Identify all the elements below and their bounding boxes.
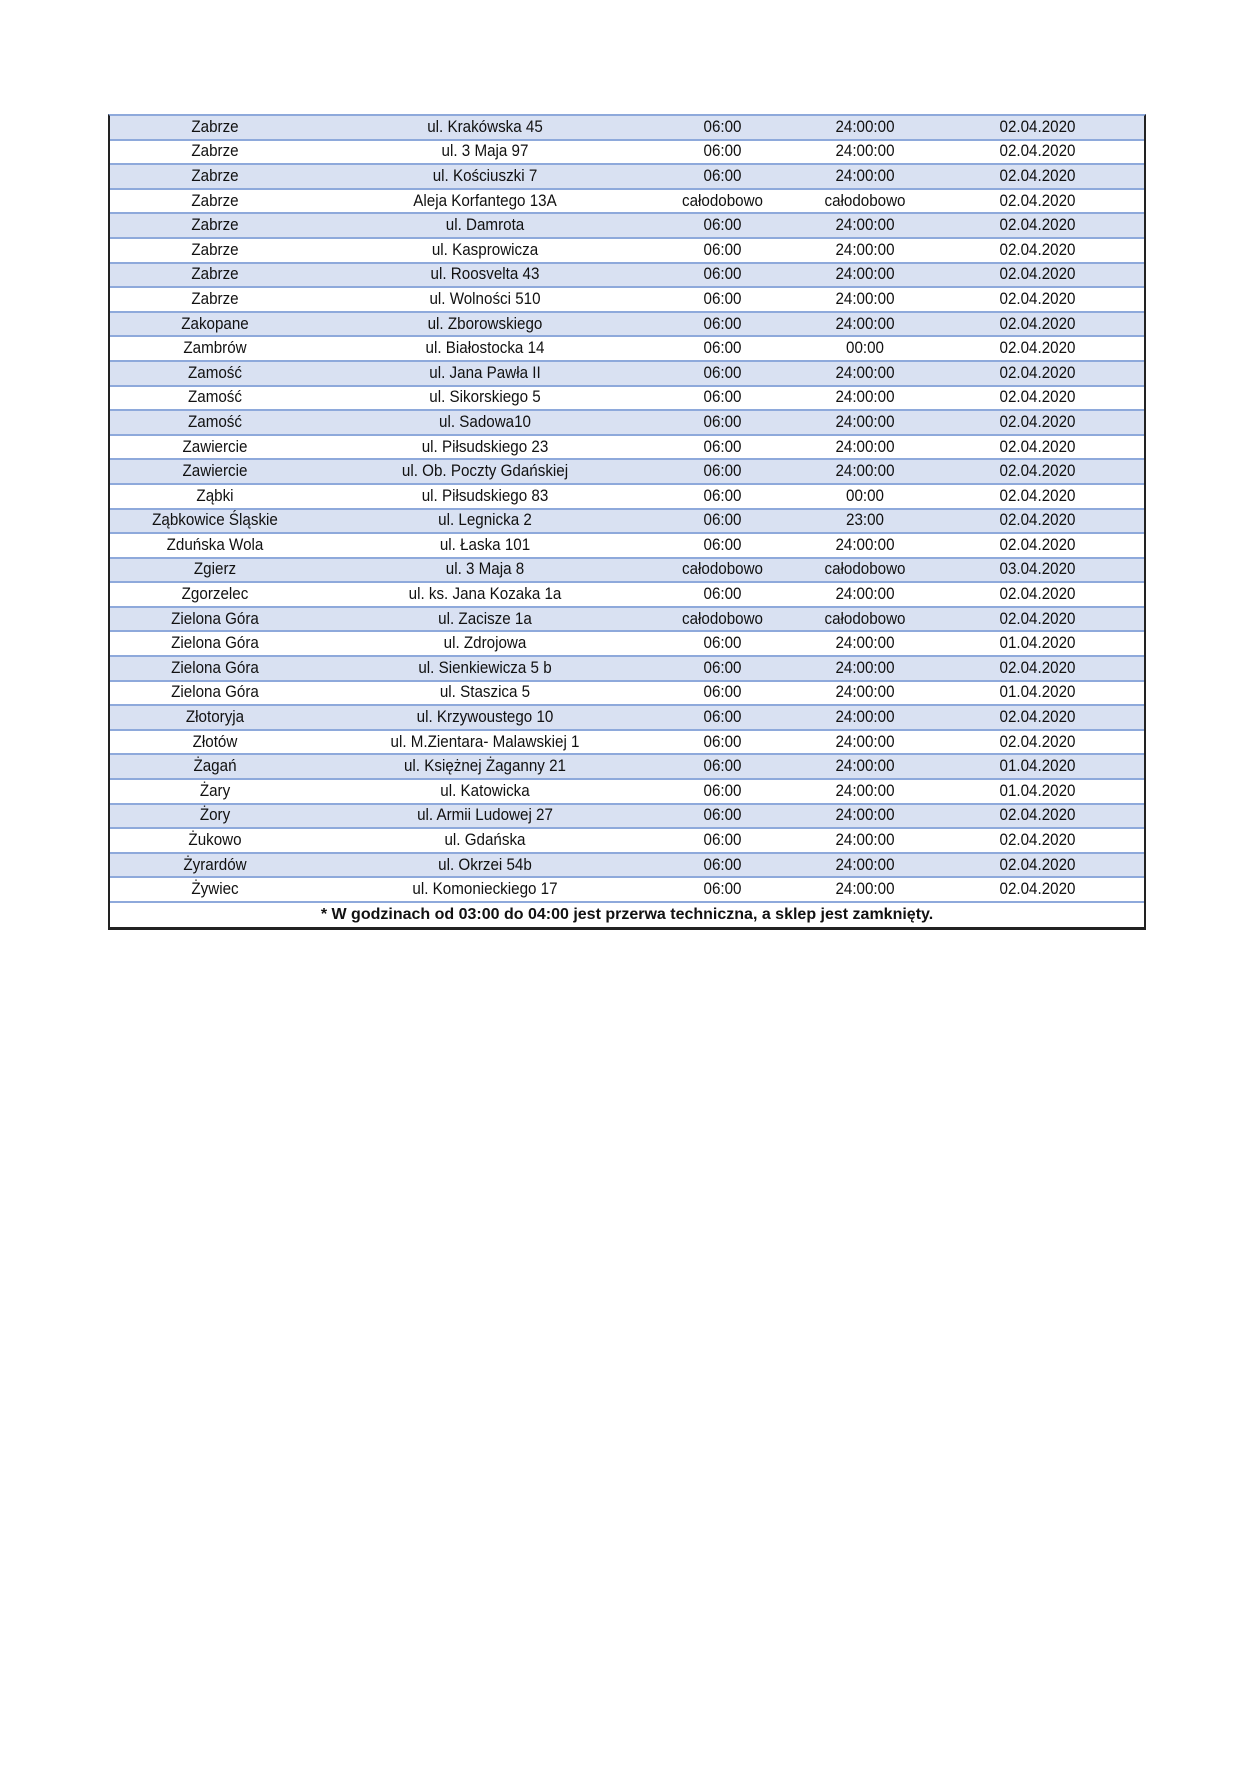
cell-close-time: 24:00:00 <box>835 166 895 185</box>
table-row <box>110 657 1144 682</box>
cell-close-time: 24:00:00 <box>835 634 895 653</box>
cell-address: ul. Komonieckiego 17 <box>412 880 558 899</box>
cell-address: ul. Sikorskiego 5 <box>429 388 541 407</box>
cell-date: 02.04.2020 <box>999 166 1076 185</box>
table-row <box>110 239 1144 264</box>
cell-address: ul. Zdrojowa <box>443 634 527 653</box>
cell-open-time: całodobowo <box>681 609 764 628</box>
cell-city: Żary <box>199 781 231 800</box>
cell-city: Zielona Góra <box>171 658 259 677</box>
cell-date: 02.04.2020 <box>999 585 1076 604</box>
cell-close-time: 24:00:00 <box>835 388 895 407</box>
cell-address: ul. Wolności 510 <box>429 289 541 308</box>
table-row <box>110 190 1144 215</box>
cell-open-time: 06:00 <box>703 511 742 530</box>
cell-date: 02.04.2020 <box>999 117 1076 136</box>
cell-date: 02.04.2020 <box>999 191 1076 210</box>
cell-open-time: 06:00 <box>703 806 742 825</box>
cell-open-time: 06:00 <box>703 388 742 407</box>
cell-address: ul. 3 Maja 8 <box>445 560 525 579</box>
cell-close-time: 24:00:00 <box>835 363 895 382</box>
table-row <box>110 878 1144 903</box>
cell-city: Zabrze <box>191 142 239 161</box>
cell-date: 02.04.2020 <box>999 142 1076 161</box>
cell-open-time: 06:00 <box>703 314 742 333</box>
cell-city: Zgierz <box>193 560 237 579</box>
cell-address: ul. Zacisze 1a <box>438 609 532 628</box>
table-row <box>110 805 1144 830</box>
cell-close-time: 00:00 <box>845 339 884 358</box>
cell-address: ul. M.Zientara- Malawskiej 1 <box>390 732 580 751</box>
cell-close-time: 24:00:00 <box>835 683 895 702</box>
cell-open-time: 06:00 <box>703 781 742 800</box>
cell-close-time: 24:00:00 <box>835 314 895 333</box>
cell-close-time: 24:00:00 <box>835 289 895 308</box>
cell-city: Żyrardów <box>183 855 247 874</box>
table-row <box>110 411 1144 436</box>
cell-close-time: 24:00:00 <box>835 781 895 800</box>
cell-date: 02.04.2020 <box>999 831 1076 850</box>
cell-city: Zabrze <box>191 289 239 308</box>
cell-address: ul. Sienkiewicza 5 b <box>418 658 552 677</box>
cell-city: Zgorzelec <box>181 585 249 604</box>
cell-city: Zduńska Wola <box>166 535 264 554</box>
footnote: * W godzinach od 03:00 do 04:00 jest przerwa techniczna, a sklep jest zamknięty. <box>320 906 934 923</box>
table-row <box>110 731 1144 756</box>
cell-date: 02.04.2020 <box>999 265 1076 284</box>
cell-address: ul. Piłsudskiego 83 <box>421 486 549 505</box>
cell-open-time: 06:00 <box>703 142 742 161</box>
cell-close-time: 24:00:00 <box>835 708 895 727</box>
table-row <box>110 165 1144 190</box>
cell-city: Zabrze <box>191 216 239 235</box>
cell-date: 01.04.2020 <box>999 757 1076 776</box>
cell-date: 01.04.2020 <box>999 634 1076 653</box>
cell-city: Zamość <box>188 412 242 431</box>
table-row <box>110 362 1144 387</box>
cell-address: ul. Damrota <box>445 216 525 235</box>
cell-close-time: 24:00:00 <box>835 535 895 554</box>
cell-city: Zabrze <box>191 240 239 259</box>
cell-close-time: 24:00:00 <box>835 142 895 161</box>
cell-open-time: 06:00 <box>703 658 742 677</box>
cell-address: ul. Jana Pawła II <box>429 363 541 382</box>
cell-date: 02.04.2020 <box>999 412 1076 431</box>
cell-close-time: 24:00:00 <box>835 658 895 677</box>
cell-date: 02.04.2020 <box>999 216 1076 235</box>
cell-close-time: 24:00:00 <box>835 855 895 874</box>
cell-open-time: całodobowo <box>681 191 764 210</box>
cell-date: 02.04.2020 <box>999 658 1076 677</box>
cell-city: Żagań <box>193 757 237 776</box>
table-row <box>110 534 1144 559</box>
table-row <box>110 116 1144 141</box>
cell-date: 02.04.2020 <box>999 462 1076 481</box>
cell-city: Złotów <box>192 732 238 751</box>
table-row <box>110 755 1144 780</box>
cell-address: ul. Białostocka 14 <box>425 339 545 358</box>
cell-address: ul. Łaska 101 <box>439 535 531 554</box>
cell-address: ul. Armii Ludowej 27 <box>417 806 553 825</box>
cell-city: Żukowo <box>188 831 242 850</box>
cell-close-time: 24:00:00 <box>835 240 895 259</box>
cell-date: 02.04.2020 <box>999 289 1076 308</box>
cell-date: 02.04.2020 <box>999 880 1076 899</box>
table-row <box>110 632 1144 657</box>
cell-close-time: 00:00 <box>845 486 884 505</box>
table-row <box>110 829 1144 854</box>
cell-open-time: 06:00 <box>703 117 742 136</box>
cell-city: Zabrze <box>191 265 239 284</box>
cell-open-time: całodobowo <box>681 560 764 579</box>
cell-address: ul. Zborowskiego <box>427 314 543 333</box>
store-hours-table <box>108 114 1146 930</box>
cell-open-time: 06:00 <box>703 462 742 481</box>
cell-close-time: 24:00:00 <box>835 831 895 850</box>
table-row <box>110 510 1144 535</box>
cell-open-time: 06:00 <box>703 166 742 185</box>
cell-open-time: 06:00 <box>703 585 742 604</box>
table-row <box>110 583 1144 608</box>
table-row <box>110 436 1144 461</box>
cell-address: ul. Piłsudskiego 23 <box>421 437 549 456</box>
cell-open-time: 06:00 <box>703 634 742 653</box>
cell-close-time: 24:00:00 <box>835 117 895 136</box>
cell-close-time: całodobowo <box>824 191 906 210</box>
cell-date: 02.04.2020 <box>999 437 1076 456</box>
cell-close-time: całodobowo <box>824 560 906 579</box>
cell-address: ul. Krzywoustego 10 <box>416 708 554 727</box>
cell-city: Ząbkowice Śląskie <box>152 511 278 530</box>
cell-date: 02.04.2020 <box>999 240 1076 259</box>
cell-city: Złotoryja <box>185 708 245 727</box>
table-row <box>110 264 1144 289</box>
cell-address: ul. Gdańska <box>444 831 526 850</box>
cell-date: 02.04.2020 <box>999 855 1076 874</box>
table-row <box>110 313 1144 338</box>
cell-address: ul. Krakówska 45 <box>427 117 543 136</box>
cell-city: Ząbki <box>196 486 234 505</box>
cell-open-time: 06:00 <box>703 535 742 554</box>
table-body <box>110 116 1144 903</box>
cell-city: Zamość <box>188 363 242 382</box>
cell-date: 02.04.2020 <box>999 363 1076 382</box>
cell-address: ul. Legnicka 2 <box>438 511 532 530</box>
cell-date: 02.04.2020 <box>999 732 1076 751</box>
cell-address: Aleja Korfantego 13A <box>413 191 557 210</box>
cell-close-time: 24:00:00 <box>835 462 895 481</box>
cell-close-time: 24:00:00 <box>835 732 895 751</box>
cell-city: Zabrze <box>191 117 239 136</box>
cell-address: ul. Kasprowicza <box>431 240 539 259</box>
cell-address: ul. Staszica 5 <box>439 683 531 702</box>
cell-open-time: 06:00 <box>703 880 742 899</box>
cell-open-time: 06:00 <box>703 757 742 776</box>
cell-city: Żywiec <box>191 880 239 899</box>
cell-date: 01.04.2020 <box>999 683 1076 702</box>
cell-address: ul. Sadowa10 <box>439 412 531 431</box>
table-row <box>110 682 1144 707</box>
cell-open-time: 06:00 <box>703 855 742 874</box>
cell-city: Zamość <box>188 388 242 407</box>
table-row <box>110 706 1144 731</box>
cell-date: 03.04.2020 <box>999 560 1076 579</box>
cell-date: 01.04.2020 <box>999 781 1076 800</box>
cell-open-time: 06:00 <box>703 486 742 505</box>
table-row <box>110 141 1144 166</box>
cell-open-time: 06:00 <box>703 216 742 235</box>
cell-open-time: 06:00 <box>703 240 742 259</box>
cell-date: 02.04.2020 <box>999 806 1076 825</box>
cell-close-time: 24:00:00 <box>835 585 895 604</box>
cell-close-time: całodobowo <box>824 609 906 628</box>
cell-city: Żory <box>199 806 231 825</box>
table-row <box>110 485 1144 510</box>
cell-close-time: 24:00:00 <box>835 412 895 431</box>
cell-close-time: 24:00:00 <box>835 265 895 284</box>
cell-address: ul. Kościuszki 7 <box>432 166 538 185</box>
cell-date: 02.04.2020 <box>999 486 1076 505</box>
cell-city: Zielona Góra <box>171 683 259 702</box>
cell-address: ul. Ob. Poczty Gdańskiej <box>401 462 569 481</box>
table-row <box>110 780 1144 805</box>
cell-close-time: 24:00:00 <box>835 437 895 456</box>
cell-open-time: 06:00 <box>703 363 742 382</box>
cell-address: ul. Okrzei 54b <box>438 855 532 874</box>
cell-date: 02.04.2020 <box>999 339 1076 358</box>
cell-address: ul. Księżnej Żaganny 21 <box>403 757 567 776</box>
table-row <box>110 214 1144 239</box>
cell-date: 02.04.2020 <box>999 609 1076 628</box>
cell-date: 02.04.2020 <box>999 535 1076 554</box>
cell-address: ul. Katowicka <box>440 781 530 800</box>
cell-city: Zawiercie <box>182 437 248 456</box>
cell-open-time: 06:00 <box>703 265 742 284</box>
cell-city: Zakopane <box>181 314 249 333</box>
cell-address: ul. Roosvelta 43 <box>430 265 540 284</box>
cell-date: 02.04.2020 <box>999 708 1076 727</box>
table-row <box>110 288 1144 313</box>
cell-open-time: 06:00 <box>703 289 742 308</box>
table-row <box>110 608 1144 633</box>
cell-open-time: 06:00 <box>703 732 742 751</box>
cell-date: 02.04.2020 <box>999 388 1076 407</box>
cell-open-time: 06:00 <box>703 339 742 358</box>
cell-open-time: 06:00 <box>703 683 742 702</box>
cell-city: Zawiercie <box>182 462 248 481</box>
cell-date: 02.04.2020 <box>999 314 1076 333</box>
table-row <box>110 854 1144 879</box>
table-row <box>110 387 1144 412</box>
cell-city: Zielona Góra <box>171 634 259 653</box>
cell-city: Zielona Góra <box>171 609 259 628</box>
cell-city: Zabrze <box>191 166 239 185</box>
cell-date: 02.04.2020 <box>999 511 1076 530</box>
cell-close-time: 24:00:00 <box>835 806 895 825</box>
cell-open-time: 06:00 <box>703 831 742 850</box>
cell-open-time: 06:00 <box>703 412 742 431</box>
cell-close-time: 24:00:00 <box>835 880 895 899</box>
cell-close-time: 24:00:00 <box>835 216 895 235</box>
cell-address: ul. ks. Jana Kozaka 1a <box>408 585 562 604</box>
cell-close-time: 23:00 <box>845 511 884 530</box>
table-row <box>110 337 1144 362</box>
table-row <box>110 460 1144 485</box>
cell-close-time: 24:00:00 <box>835 757 895 776</box>
table-row <box>110 559 1144 584</box>
cell-open-time: 06:00 <box>703 437 742 456</box>
cell-address: ul. 3 Maja 97 <box>441 142 529 161</box>
cell-city: Zabrze <box>191 191 239 210</box>
cell-city: Zambrów <box>183 339 247 358</box>
cell-open-time: 06:00 <box>703 708 742 727</box>
